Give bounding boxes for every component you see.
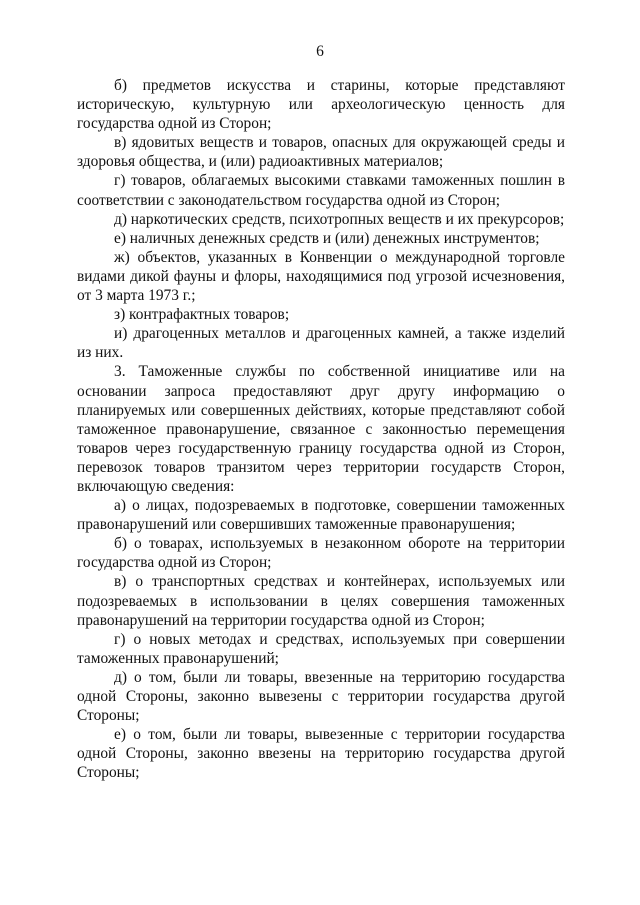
paragraph-item-z-counterfeit: з) контрафактных товаров; [114, 306, 290, 324]
page-number: 6 [316, 43, 324, 60]
paragraph-item-g-high-duty: г) товаров, облагаемых высокими ставками таможенных пошлин в соответствии с законодательством государства одной из Сторон; [77, 172, 565, 209]
paragraph-item-d-imported: д) о том, были ли товары, ввезенные на территорию государства одной Стороны, законно вывезены с территории государства другой Стороны; [77, 668, 565, 725]
paragraph-item-e-cash: е) наличных денежных средств и (или) денежных инструментов; [114, 229, 540, 247]
paragraph-item-v-vehicles: в) о транспортных средствах и контейнерах, используемых или подозреваемых в использовании в целях совершения таможенных правонарушений на территории государства одной из Сторон; [77, 573, 565, 629]
paragraph-clause-3: 3. Таможенные службы по собственной инициативе или на основании запроса предоставляют друг другу информацию о планируемых или совершенных действиях, которые представляют собой таможенное правонарушение, связанное с законностью перемещения товаров через государственную границу государства одной из Сторон, перевозок товаров транзитом через территории государств Сторон, включающую сведения: [77, 363, 565, 495]
document-body [77, 76, 565, 782]
paragraph-item-e-exported: е) о том, были ли товары, вывезенные с территории государства одной Стороны, законно ввезены на территорию государства другой Стороны; [77, 726, 565, 782]
paragraph-item-i-precious: и) драгоценных металлов и драгоценных камней, а также изделий из них. [77, 325, 565, 362]
paragraph-item-zh-cites: ж) объектов, указанных в Конвенции о международной торговле видами дикой фауны и флоры, находящимися под угрозой исчезновения, от 3 марта 1973 г.; [77, 248, 565, 305]
paragraph-item-d-narcotics: д) наркотических средств, психотропных веществ и их прекурсоров; [114, 210, 565, 228]
paragraph-item-a-persons: а) о лицах, подозреваемых в подготовке, совершении таможенных правонарушений или совершивших таможенные правонарушения; [77, 497, 565, 534]
paragraph-item-b-goods: б) о товарах, используемых в незаконном обороте на территории государства одной из Сторон; [77, 535, 565, 572]
paragraph-item-g-methods: г) о новых методах и средствах, используемых при совершении таможенных правонарушений; [77, 630, 565, 667]
paragraph-item-v-poisonous: в) ядовитых веществ и товаров, опасных для окружающей среды и здоровья общества, и (или) радиоактивных материалов; [77, 134, 565, 171]
paragraph-item-b-art: б) предметов искусства и старины, которые представляют историческую, культурную или археологическую ценность для государства одной из Сторон; [77, 77, 565, 133]
